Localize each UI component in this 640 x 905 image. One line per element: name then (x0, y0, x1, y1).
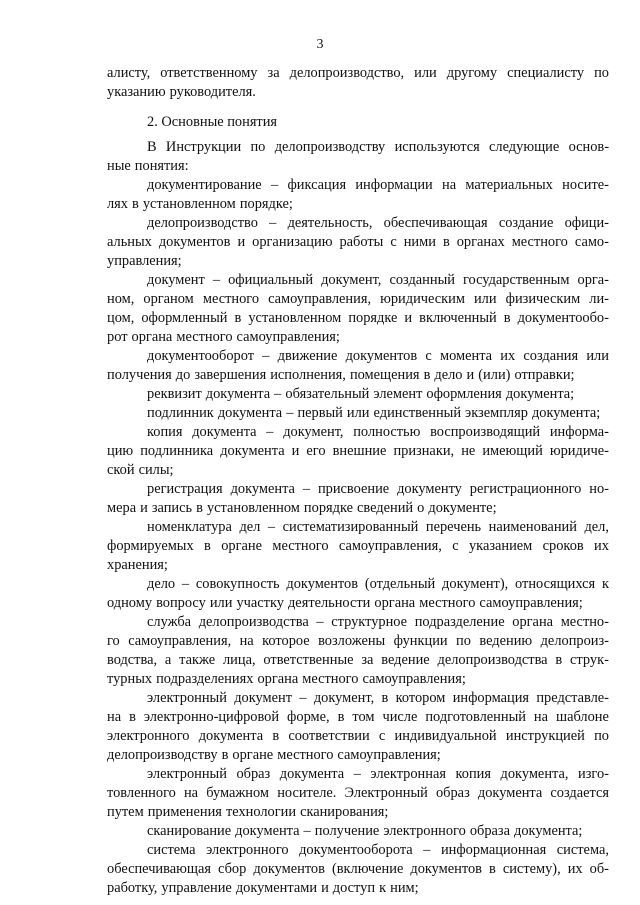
text-line: электронный образ документа – электронная копия документа, изго- (147, 766, 609, 782)
text-line: подлинник документа – первый или единственный экземпляр документа; (147, 405, 601, 421)
text-line: одному вопросу или участку деятельности органа местного самоуправления; (107, 595, 583, 611)
para-nomenklatura (107, 518, 609, 575)
text-line: документооборот – движение документов с момента их создания или (147, 348, 609, 364)
text-line: цию подлинника документа и его внешние признаки, не имеющий юридиче- (107, 443, 609, 459)
text-line: электронного документа в соответствии с индивидуальной инструкцией по (107, 728, 609, 744)
text-line: лях в установленном порядке; (107, 196, 293, 212)
para-deloproizvodstvo (107, 214, 609, 271)
definitions-list (107, 138, 609, 898)
para-dokumentooborot (107, 347, 609, 385)
para-kopiya (107, 423, 609, 480)
text-line: сканирование документа – получение электронного образа документа; (147, 823, 583, 839)
text-line: обеспечивающая сбор документов (включение документов в систему), их об- (107, 861, 609, 877)
text-line: го самоуправления, на которое возложены функции по ведению делопроиз- (107, 633, 609, 649)
para-rekvizit (107, 385, 609, 404)
text-line: копия документа – документ, полностью воспроизводящий информа- (147, 424, 609, 440)
intro-paragraph (107, 64, 609, 102)
page-number: 3 (316, 37, 324, 52)
para-documentirovanie (107, 176, 609, 214)
para-podlinnik (107, 404, 609, 423)
text-line: товленного на бумажном носителе. Электронный образ документа создается (107, 785, 609, 801)
text-line: работку, управление документами и доступ к ним; (107, 880, 419, 896)
text-line: электронный документ – документ, в котором информация представле- (147, 690, 609, 706)
text-line: альных документов и организацию работы с ними в органах местного само- (107, 234, 609, 250)
text-line: мера и запись в установленном порядке сведений о документе; (107, 500, 497, 516)
para-intro (107, 138, 609, 176)
text-line: регистрация документа – присвоение документу регистрационного но- (147, 481, 609, 497)
para-registraciya (107, 480, 609, 518)
text-line: управления; (107, 253, 182, 269)
text-line: рот органа местного самоуправления; (107, 329, 340, 345)
text-line: документирование – фиксация информации на материальных носите- (147, 177, 609, 193)
text-line: служба делопроизводства – структурное подразделение органа местно- (147, 614, 609, 630)
document-body (107, 64, 609, 898)
text-line: ном, органом местного самоуправления, юридическим или физическим ли- (107, 291, 609, 307)
text-line: путем применения технологии сканирования; (107, 804, 389, 820)
text-line: указанию руководителя. (107, 84, 256, 100)
text-line: цом, оформленный в установленном порядке и включенный в документообо- (107, 310, 609, 326)
text-line: ской силы; (107, 462, 174, 478)
text-line: ные понятия: (107, 158, 189, 174)
text-line: В Инструкции по делопроизводству используются следующие основ- (147, 139, 609, 155)
para-elektronnyj-dokument (107, 689, 609, 765)
text-line: реквизит документа – обязательный элемент оформления документа; (147, 386, 575, 402)
text-line: дело – совокупность документов (отдельный документ), относящихся к (147, 576, 609, 592)
para-delo (107, 575, 609, 613)
para-dokument (107, 271, 609, 347)
text-line: формируемых в органе местного самоуправления, с указанием сроков их (107, 538, 609, 554)
para-sistema (107, 841, 609, 898)
text-line: номенклатура дел – систематизированный перечень наименований дел, (147, 519, 609, 535)
section-heading: 2. Основные понятия (147, 114, 278, 130)
text-line: делопроизводство – деятельность, обеспечивающая создание офици- (147, 215, 609, 231)
text-line: система электронного документооборота – информационная система, (147, 842, 609, 858)
text-line: алисту, ответственному за делопроизводство, или другому специалисту по (107, 65, 609, 81)
para-elektronnyj-obraz (107, 765, 609, 822)
text-line: получения до завершения исполнения, помещения в дело и (или) отправки; (107, 367, 575, 383)
text-line: турных подразделениях органа местного самоуправления; (107, 671, 466, 687)
text-line: на в электронно-цифровой форме, в том числе подготовленный на шаблоне (107, 709, 609, 725)
text-line: водства, а также лица, ответственные за ведение делопроизводства в струк- (107, 652, 609, 668)
para-sluzhba (107, 613, 609, 689)
text-line: делопроизводству в органе местного самоуправления; (107, 747, 441, 763)
text-line: хранения; (107, 557, 168, 573)
text-line: документ – официальный документ, созданный государственным орга- (147, 272, 609, 288)
para-skanirovanie (107, 822, 609, 841)
